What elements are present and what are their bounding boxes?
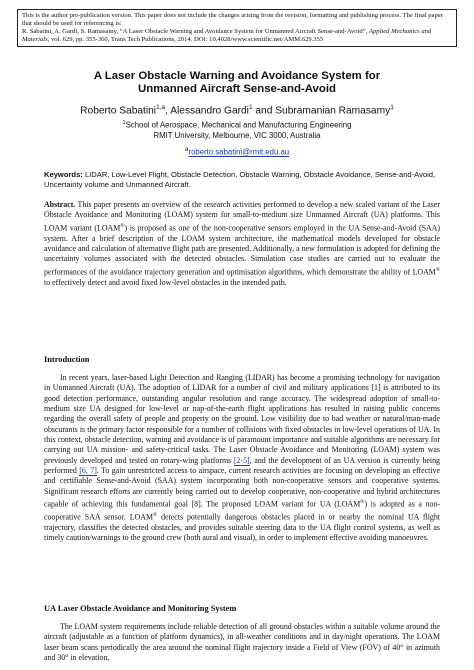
author-name: Subramanian Ramasamy [275,105,391,117]
loam-section-body: The LOAM system requirements include reliable detection of all ground obstacles within a suitable volume around the aircraft (adjustable as a function of platform dynamics), in all-weather conditions and in day/night operations. The LOAM laser beam scans periodically the area around the nominal flight trajectory inside a Field of View (FOV) of 40° in azimuth and 30° in elevation, [44,622,440,663]
citation-link[interactable]: [2-5] [233,455,250,465]
notice-intro: This is the author pre-publication version. This paper does not include the changes arising from the revision, formatting and publishing process. The final paper that should be used for referencing is: [22,12,443,28]
author-list: Roberto Sabatini$^{1,a}$, Alessandro Gardi$^1$ and Subramanian Ramasamy$^1$ [80,104,394,117]
affiliation: $^1$School of Aerospace, Mechanical and Manufacturing Engineering RMIT University, Melbourne, VIC 3000, Australia [122,120,352,140]
citation-link[interactable]: [6, 7] [79,466,97,476]
introduction-body: In recent years, laser-based Light Detection and Ranging (LIDAR) has become a promising technology for navigation in Unmanned Aircraft (UA). The adoption of LIDAR for a number of civil and military applications [1] is attributed to its good detection performance, outstanding angular resolution and range accuracy. The widespread adoption of small-to-medium size UA designed for low-level or nap-of-the-earth flight applications has resulted in raising public concerns regarding the overall safety of people and property on the ground. Low visibility due to bad weather or natural/man-made obscurants is the primary factor responsible for a number of collisions with fixed obstacles in low-level operations of UA. In this context, obstacle detection, warning and avoidance is of paramount importance and suitable algorithms are necessary for carrying out UA mission- and safety-critical tasks. The Laser Obstacle Avoidance and Monitoring (LOAM) system was previously developed and tested on rotary-wing platforms [2-5], and the development of an UA version is currently being performed [6, 7]. To gain unrestricted access to airspace, current research activities are focusing on developing an effective and certifiable Sense-and-Avoid (SAA) system incorporating both non-cooperative sensors and cooperative systems. Significant research efforts are currently being carried out to develop cooperative, non-cooperative and hybrid architectures capable of achieving this fundamental goal [8]. The proposed LOAM variant for UA (LOAM®) is adopted as a non-cooperative SAA sensor. LOAM® detects potentially dangerous obstacles placed in or nearby the nominal UA flight trajectory, classifies the detected obstacles, and provides suitable steering data to the UA flight control systems, as well as timely caution/warnings to the ground crew (both aural and visual), in order to implement effective avoiding manoeuvres. [44,373,440,543]
author-name: Roberto Sabatini [80,105,157,117]
author-name: Alessandro Gardi [170,105,249,117]
author-email: $^a$roberto.sabatini@rmit.edu.au [184,146,290,157]
section-heading-introduction: Introduction [44,355,90,364]
paper-title: A Laser Obstacle Warning and Avoidance System for Unmanned Aircraft Sense-and-Avoid [93,70,381,95]
abstract: Abstract. This paper presents an overview of the research activities performed to develop a new scaled variant of the Laser Obstacle Avoidance and Monitoring (LOAM) system for small-to-medium size Unmanned Aircraft (UA) platforms. This LOAM variant (LOAM®) is proposed as one of the non-cooperative sensors employed in the UA Sense-and-Avoid (SAA) system. After a brief description of the LOAM system architecture, the mathematical models developed for obstacle avoidance and calculation of alternative flight path are presented. Additionally, a new formulation is adopted for defining the uncertainty volumes associated with the detected obstacles. Simulation case studies are carried out to evaluate the performances of the avoidance trajectory generation and optimisation algorithms, which demonstrate the ability of LOAM® to effectively detect and avoid fixed low-level obstacles in the intended path. [44,200,440,287]
keywords: Keywords: LIDAR, Low-Level Flight, Obstacle Detection, Obstacle Warning, Obstacle Avoidance, Sense-and-Avoid, Uncertainty volume and Unmanned Aircraft. [44,170,436,189]
journal-name: Applied Mechanics and Materials [22,28,432,44]
notice-citation: R. Sabatini, A. Gardi, S. Ramasamy, “A Laser Obstacle Warning and Avoidance System for Unmanned Aircraft Sense-and-Avoid”, Applied Mechanics and Materials, vol. 629, pp. 355-360, Trans Tech Publications, 2014. DOI: 10.4028/www.scientific.net/AMM.629.355 [22,28,432,44]
section-heading-loam: UA Laser Obstacle Avoidance and Monitoring System [44,604,237,613]
prepublication-notice [17,9,457,47]
abstract-label: Abstract. [44,200,76,209]
keywords-label: Keywords: [44,170,83,179]
email-link[interactable]: roberto.sabatini@rmit.edu.au [188,147,290,157]
